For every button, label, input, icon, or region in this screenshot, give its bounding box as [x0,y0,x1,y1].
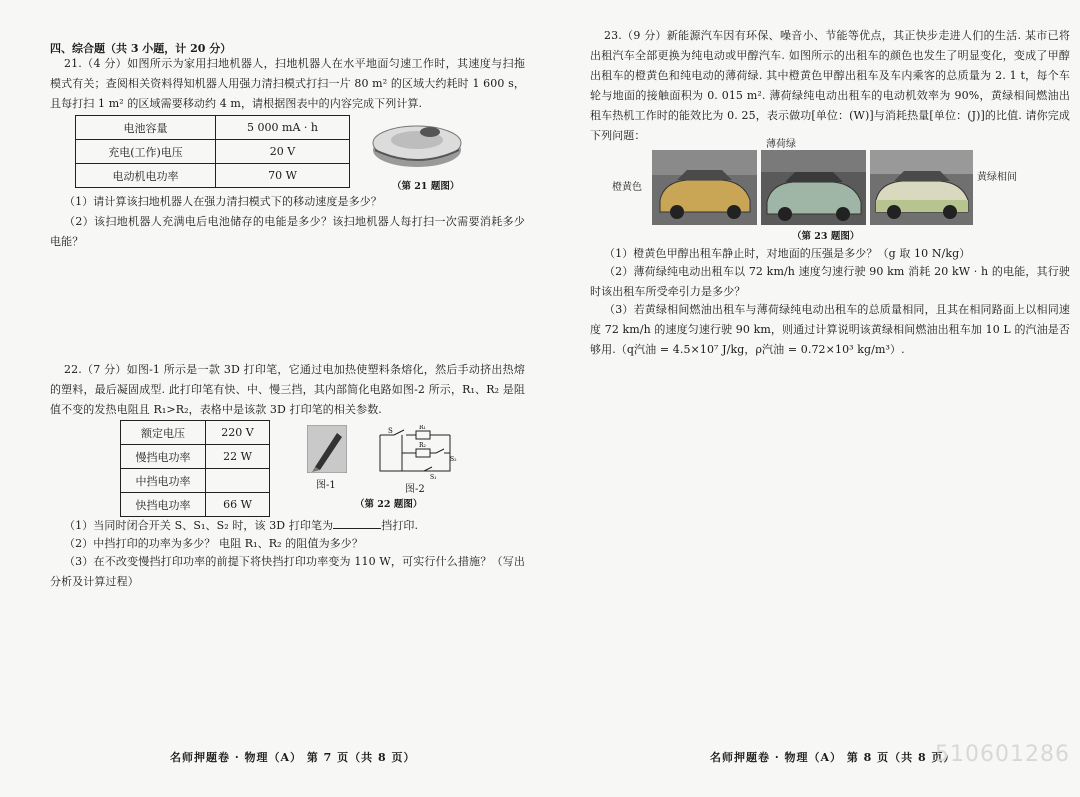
q21-sub1: （1）请计算该扫地机器人在强力清扫模式下的移动速度是多少？ [64,195,382,208]
circuit-label-r2: R₂ [419,442,426,449]
table-row [121,445,270,469]
circuit-label-s1: S₁ [430,474,437,480]
q22-stem: 22.（7 分）如图-1 所示是一款 3D 打印笔，它通过电加热使塑料条熔化，然后手动挤出热熔的塑料，最后凝固成型. 此打印笔有快、中、慢三挡，其内部简化电路如图-2 所示，R₁、R₂ 是阻值不变的发热电阻且 R₁>R₂，表格中是该款 3D 打印笔的相关参数. [50,363,525,416]
table-cell: 20 V [216,140,350,164]
table-cell: 电动机电功率 [76,164,216,188]
table-cell: 66 W [206,493,270,517]
q22-table [120,420,270,517]
circuit-label-s: S [388,427,393,435]
table-cell: 充电(工作)电压 [76,140,216,164]
table-cell: 额定电压 [121,421,206,445]
circuit-label-s2: S₂ [450,456,457,463]
table-row [76,164,350,188]
table-cell: 220 V [206,421,270,445]
table-cell: 5 000 mA · h [216,116,350,140]
q22-sub2: （2）中挡打印的功率为多少？ 电阻 R₁、R₂ 的阻值为多少？ [64,537,363,550]
circuit-label-r1: R₁ [419,425,426,431]
q21-sub2: （2）该扫地机器人充满电后电池储存的电能是多少？该扫地机器人每打扫一次需要消耗多少电能？ [50,215,525,248]
table-cell [206,469,270,493]
q23-stem: 23.（9 分）新能源汽车因有环保、噪音小、节能等优点，其正快步走进人们的生活. 某市已将出租汽车全部更换为纯电动或甲醇汽车. 如图所示的出租车的颜色也发生了明显变化，变成了甲醇出租车的橙黄色和纯电动的薄荷绿. 其中橙黄色甲醇出租车及车内乘客的总质量为 2. 1 t，每个车轮与地面的接触面积为 0. 015 m². 薄荷绿纯电动出租车的电动机效率为 90%，黄绿相间燃油出租车热机工作时的能效比为 0. 25，表示做功[单位：(W)]与消耗热量[单位：(J)]的比值. 请你完成下列问题： [590,29,1070,142]
table-row [121,421,270,445]
circuit-diagram [372,425,462,480]
table-row [121,469,270,493]
left-footer: 名师押题卷 · 物理（A） 第 7 页（共 8 页） [170,751,416,764]
q21-figure-caption: （第 21 题图） [392,181,460,192]
photo-label-orange: 橙黄色 [612,182,642,193]
orange-taxi-photo [652,150,757,225]
watermark: 510601286 [935,742,1070,767]
right-page [540,0,1080,797]
table-cell: 70 W [216,164,350,188]
table-cell: 电池容量 [76,116,216,140]
q22-sub1 [50,516,525,536]
robot-vacuum-image [370,110,465,172]
answer-blank [333,517,381,529]
fig1-label: 图-1 [316,480,336,491]
q23-sub1: （1）橙黄色甲醇出租车静止时，对地面的压强是多少？（g 取 10 N/kg） [604,247,971,260]
fig2-label: 图-2 [405,484,425,495]
table-cell: 慢挡电功率 [121,445,206,469]
table-row [76,140,350,164]
mint-taxi-photo [761,150,866,225]
q23-sub3: （3）若黄绿相间燃油出租车与薄荷绿纯电动出租车的总质量相同，且其在相同路面上以相同速度 72 km/h 的速度匀速行驶 90 km，则通过计算说明该黄绿相间燃油出租车加 10 L 的汽油是否够用.（q汽油 = 4.5×10⁷ J/kg，ρ汽油 = 0.72×10³ kg/m³）. [590,303,1070,356]
q22-sub3: （3）在不改变慢挡打印功率的前提下将快挡打印功率变为 110 W，可实行什么措施？（写出分析及计算过程） [50,555,525,588]
q22-sub1-before: （1）当同时闭合开关 S、S₁、S₂ 时，该 3D 打印笔为 [64,519,334,532]
q23-figure-caption: （第 23 题图） [792,231,860,242]
table-cell: 22 W [206,445,270,469]
section-heading: 四、综合题（共 3 小题，计 20 分） [50,42,232,55]
yellow-green-taxi-photo [870,150,973,225]
table-cell: 快挡电功率 [121,493,206,517]
right-footer: 名师押题卷 · 物理（A） 第 8 页（共 8 页） [710,751,956,764]
3d-pen-image [307,425,347,473]
q21-stem: 21.（4 分）如图所示为家用扫地机器人，扫地机器人在水平地面匀速工作时，其速度与扫拖模式有关；查阅相关资料得知机器人用强力清扫模式打扫一片 80 m² 的区域大约耗时 1 600 s，且每打扫 1 m² 的区域需要移动约 4 m，请根据图表中的内容完成下列计算. [50,57,525,110]
q21-table [75,115,350,188]
photo-label-yellow-green: 黄绿相间 [977,172,1017,183]
q23-sub2: （2）薄荷绿纯电动出租车以 72 km/h 速度匀速行驶 90 km 消耗 20 kW · h 的电能，其行驶时该出租车所受牵引力是多少？ [590,265,1070,298]
table-row [76,116,350,140]
photo-label-mint: 薄荷绿 [766,139,796,150]
q22-sub1-after: 挡打印. [381,519,419,532]
q22-figure-caption: （第 22 题图） [355,499,423,510]
table-row [121,493,270,517]
table-cell: 中挡电功率 [121,469,206,493]
